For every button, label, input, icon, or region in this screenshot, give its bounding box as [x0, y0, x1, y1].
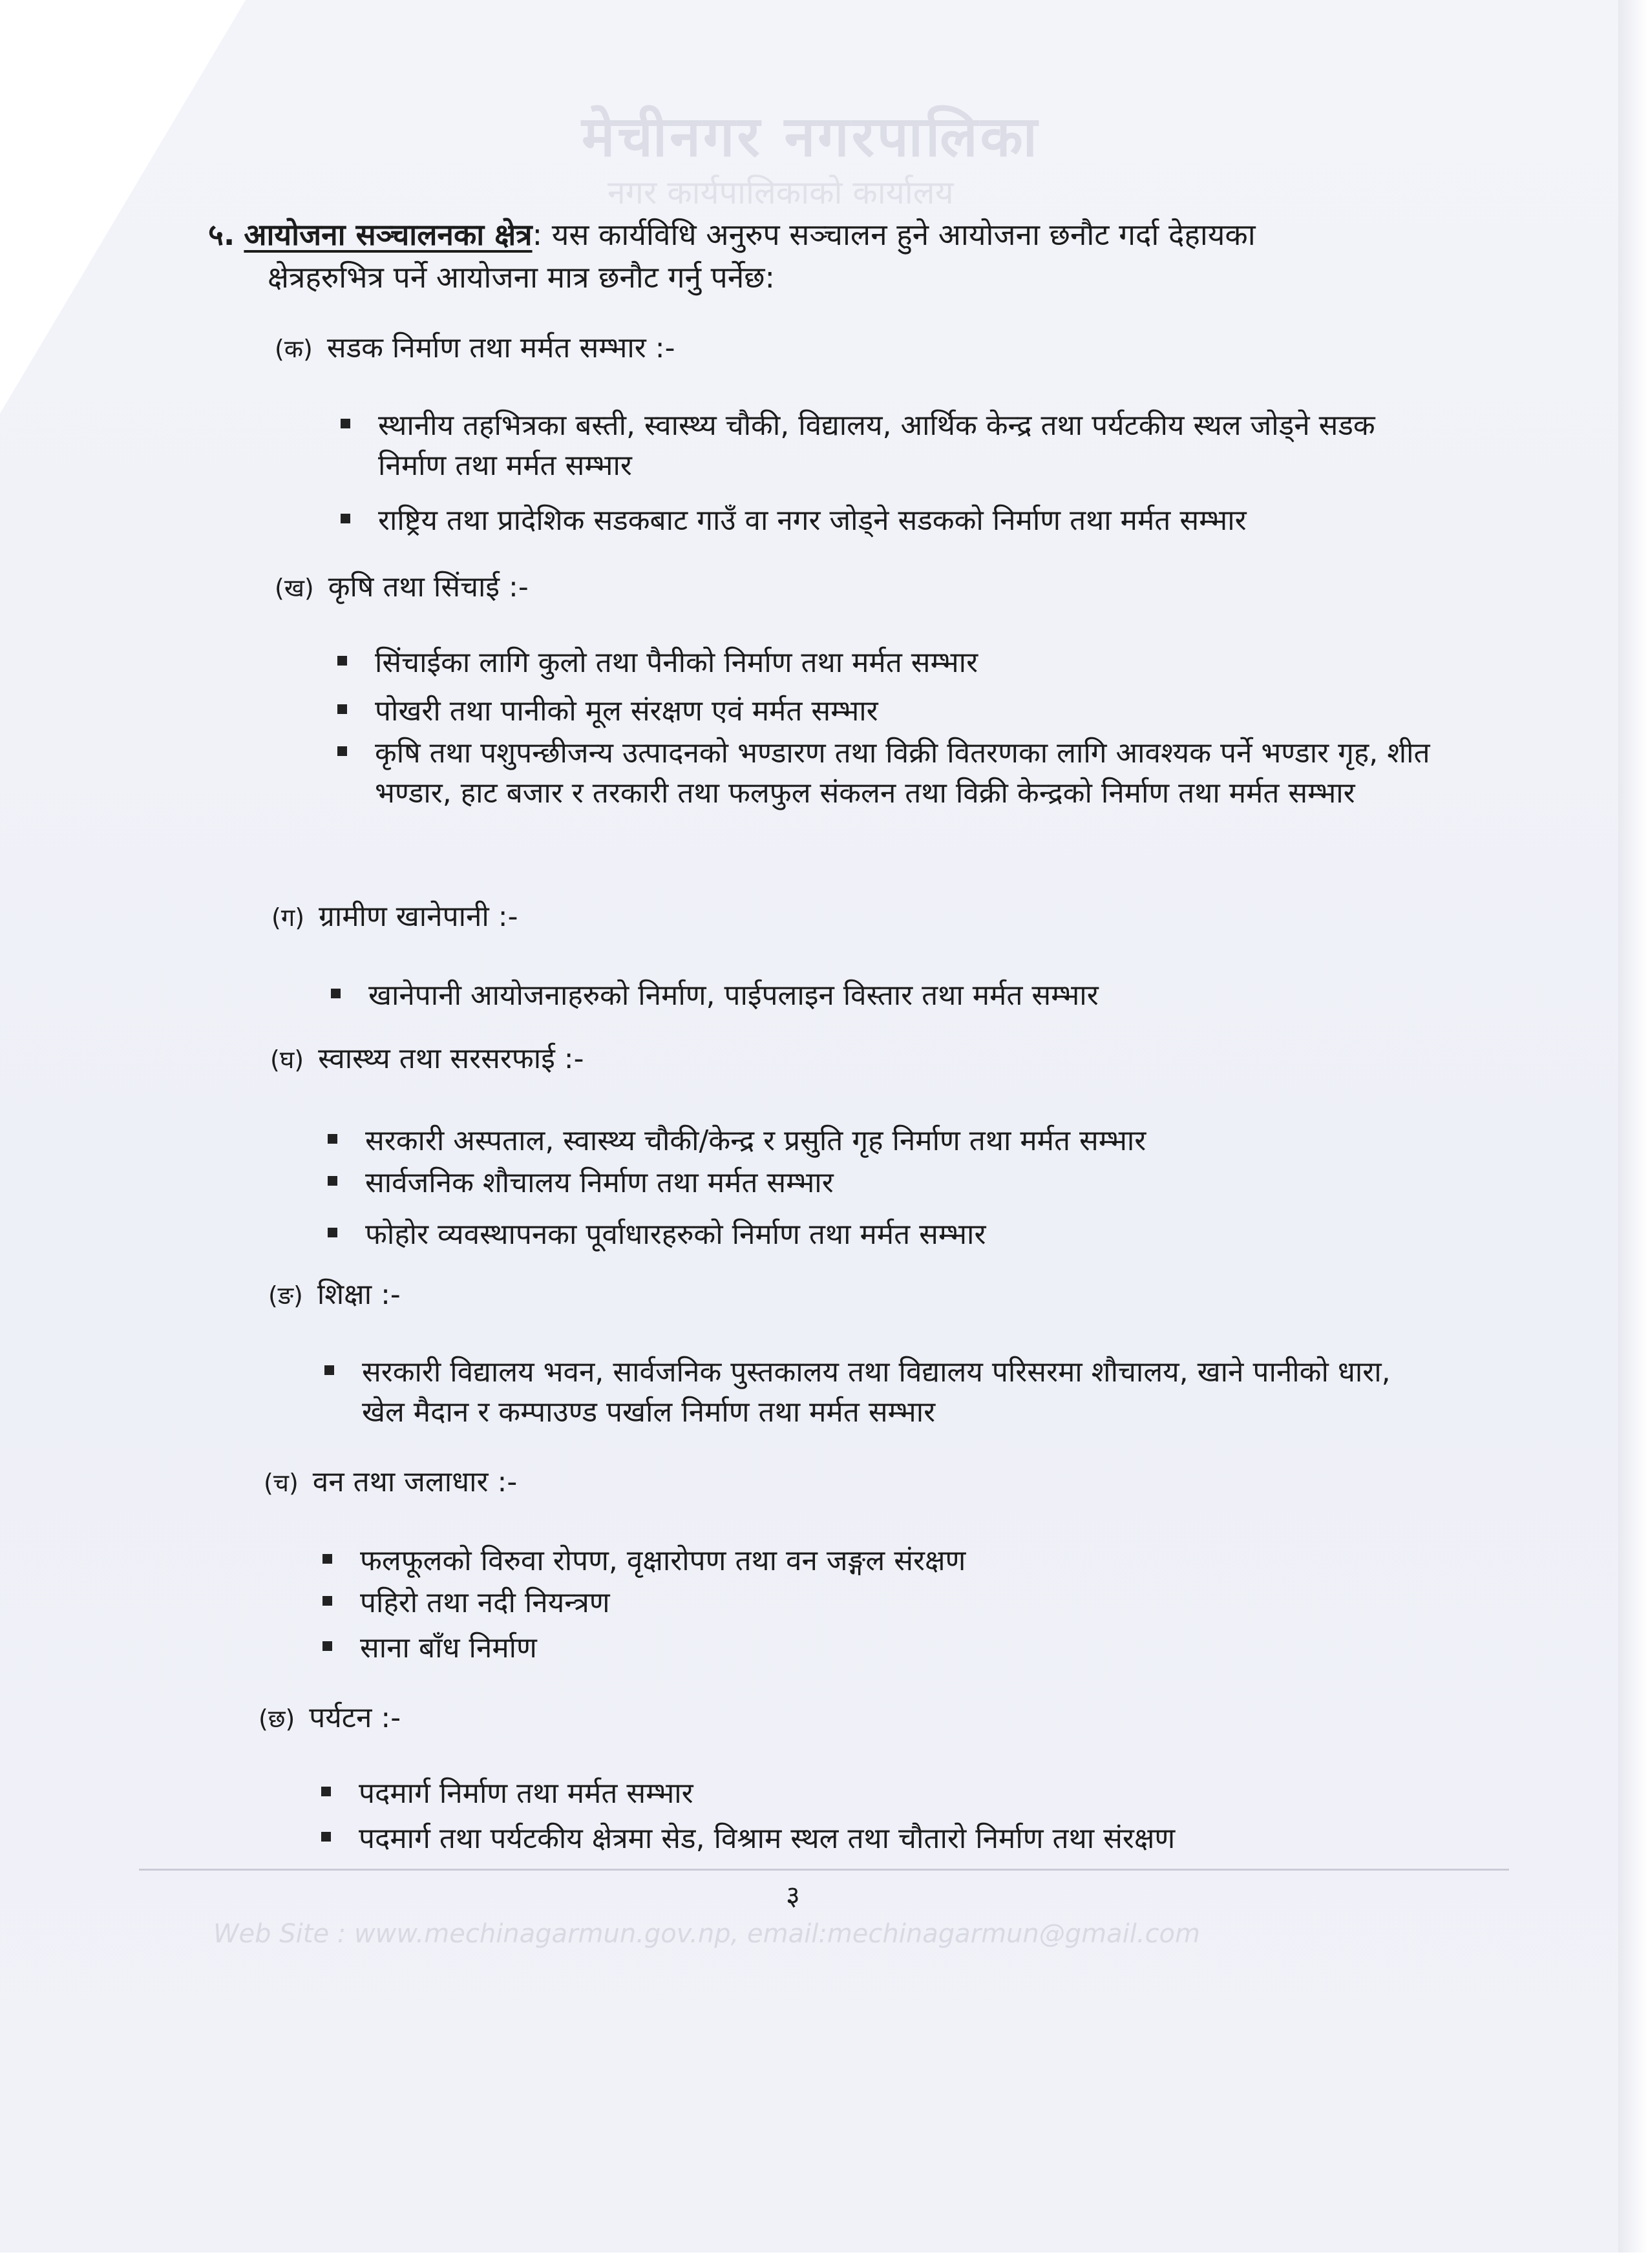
category-heading	[275, 330, 675, 368]
list-item-text: फोहोर व्यवस्थापनका पूर्वाधारहरुको निर्माण तथा मर्मत सम्भार	[365, 1218, 986, 1251]
showthrough-letterhead-title: मेचीनगर नगरपालिका	[582, 105, 1040, 169]
category-title: स्वास्थ्य तथा सरसरफाई :-	[318, 1042, 584, 1075]
category-letter: (क)	[275, 335, 313, 363]
list-item-text: खानेपानी आयोजनाहरुको निर्माण, पाईपलाइन विस्तार तथा मर्मत सम्भार	[368, 979, 1099, 1012]
category-letter: (च)	[264, 1469, 299, 1497]
footer-divider	[139, 1869, 1509, 1871]
square-bullet-icon	[328, 1134, 337, 1144]
list-item	[326, 1163, 1431, 1203]
list-item-text: सार्वजनिक शौचालय निर्माण तथा मर्मत सम्भार	[365, 1166, 834, 1199]
list-item	[330, 976, 1435, 1016]
page-number: ३	[786, 1880, 800, 1911]
showthrough-letterhead-subtitle: नगर कार्यपालिकाको कार्यालय	[607, 174, 954, 211]
category-heading	[264, 1464, 517, 1502]
list-item	[323, 1352, 1428, 1433]
list-item	[339, 501, 1444, 541]
list-item-text: पहिरो तथा नदी नियन्त्रण	[360, 1586, 610, 1619]
category-heading	[270, 1040, 584, 1078]
list-item-text: फलफूलको विरुवा रोपण, वृक्षारोपण तथा वन जङ्गल संरक्षण	[360, 1544, 966, 1577]
square-bullet-icon	[328, 1228, 337, 1237]
list-item-text: सरकारी विद्यालय भवन, सार्वजनिक पुस्तकालय तथा विद्यालय परिसरमा शौचालय, खाने पानीको धारा, खेल मैदान र कम्पाउण्ड पर्खाल निर्माण तथा मर्मत सम्भार	[362, 1356, 1391, 1429]
list-item-text: पदमार्ग तथा पर्यटकीय क्षेत्रमा सेड, विश्राम स्थल तथा चौतारो निर्माण तथा संरक्षण	[359, 1822, 1176, 1855]
list-item	[326, 1215, 1431, 1255]
section-intro-line1: : यस कार्यविधि अनुरुप सञ्चालन हुने आयोजना छनौट गर्दा देहायका	[532, 217, 1256, 252]
list-item	[321, 1583, 1426, 1623]
list-item-text: सरकारी अस्पताल, स्वास्थ्य चौकी/केन्द्र र प्रसुति गृह निर्माण तथा मर्मत सम्भार	[365, 1124, 1146, 1157]
square-bullet-icon	[322, 1596, 332, 1606]
category-letter: (ख)	[275, 574, 314, 602]
list-item-text: साना बाँध निर्माण	[360, 1632, 537, 1664]
category-title: सडक निर्माण तथा मर्मत सम्भार :-	[326, 331, 675, 364]
list-item	[321, 1541, 1426, 1581]
showthrough-footer-web: Web Site : www.mechinagarmun.gov.np, email:mechinagarmun@gmail.com	[213, 1919, 1200, 1949]
list-item	[321, 1628, 1426, 1668]
category-heading	[259, 1699, 401, 1738]
list-item-text: राष्ट्रिय तथा प्रादेशिक सडकबाट गाउँ वा नगर जोड्ने सडकको निर्माण तथा मर्मत सम्भार	[378, 504, 1247, 537]
category-title: ग्रामीण खानेपानी :-	[319, 900, 518, 933]
list-item	[326, 1121, 1431, 1161]
category-title: कृषि तथा सिंचाई :-	[328, 571, 529, 604]
square-bullet-icon	[321, 1787, 331, 1796]
square-bullet-icon	[337, 746, 347, 756]
category-title: पर्यटन :-	[309, 1701, 401, 1734]
category-title: वन तथा जलाधार :-	[312, 1465, 518, 1498]
square-bullet-icon	[337, 704, 347, 714]
square-bullet-icon	[331, 989, 341, 998]
list-item-text: स्थानीय तहभित्रका बस्ती, स्वास्थ्य चौकी, विद्यालय, आर्थिक केन्द्र तथा पर्यटकीय स्थल जोड्ने सडक निर्माण तथा मर्मत सम्भार	[378, 409, 1375, 482]
section-number: ५.	[208, 217, 235, 252]
square-bullet-icon	[341, 514, 350, 523]
section-title: आयोजना सञ्चालनका क्षेत्र	[244, 217, 533, 252]
square-bullet-icon	[328, 1176, 337, 1186]
category-letter: (ङ)	[268, 1281, 303, 1310]
list-item-text: पोखरी तथा पानीको मूल संरक्षण एवं मर्मत सम्भार	[375, 695, 878, 728]
square-bullet-icon	[337, 656, 347, 666]
category-heading	[275, 569, 529, 607]
list-item-text: पदमार्ग निर्माण तथा मर्मत सम्भार	[359, 1777, 693, 1810]
list-item	[336, 643, 1441, 683]
list-item	[320, 1819, 1425, 1859]
section-heading	[208, 213, 1436, 299]
section-intro-line2: क्षेत्रहरुभित्र पर्ने आयोजना मात्र छनौट गर्नु पर्नेछ:	[268, 260, 776, 295]
square-bullet-icon	[321, 1832, 331, 1842]
list-item	[320, 1774, 1425, 1814]
square-bullet-icon	[322, 1641, 332, 1651]
category-letter: (ग)	[271, 903, 305, 932]
list-item	[336, 691, 1441, 731]
square-bullet-icon	[324, 1365, 334, 1375]
list-item	[336, 733, 1441, 814]
list-item-text: कृषि तथा पशुपन्छीजन्य उत्पादनको भण्डारण तथा विक्री वितरणका लागि आवश्यक पर्ने भण्डार गृह, शीत भण्डार, हाट बजार र तरकारी तथा फलफुल संकलन तथा विक्री केन्द्रको निर्माण तथा मर्मत सम्भार	[375, 737, 1430, 810]
square-bullet-icon	[322, 1554, 332, 1564]
category-letter: (छ)	[259, 1705, 295, 1733]
list-item	[339, 406, 1444, 486]
category-heading	[268, 1276, 401, 1314]
square-bullet-icon	[341, 419, 350, 428]
category-heading	[271, 898, 518, 936]
category-title: शिक्षा :-	[317, 1278, 401, 1311]
list-item-text: सिंचाईका लागि कुलो तथा पैनीको निर्माण तथा मर्मत सम्भार	[375, 646, 978, 679]
category-letter: (घ)	[270, 1045, 304, 1074]
